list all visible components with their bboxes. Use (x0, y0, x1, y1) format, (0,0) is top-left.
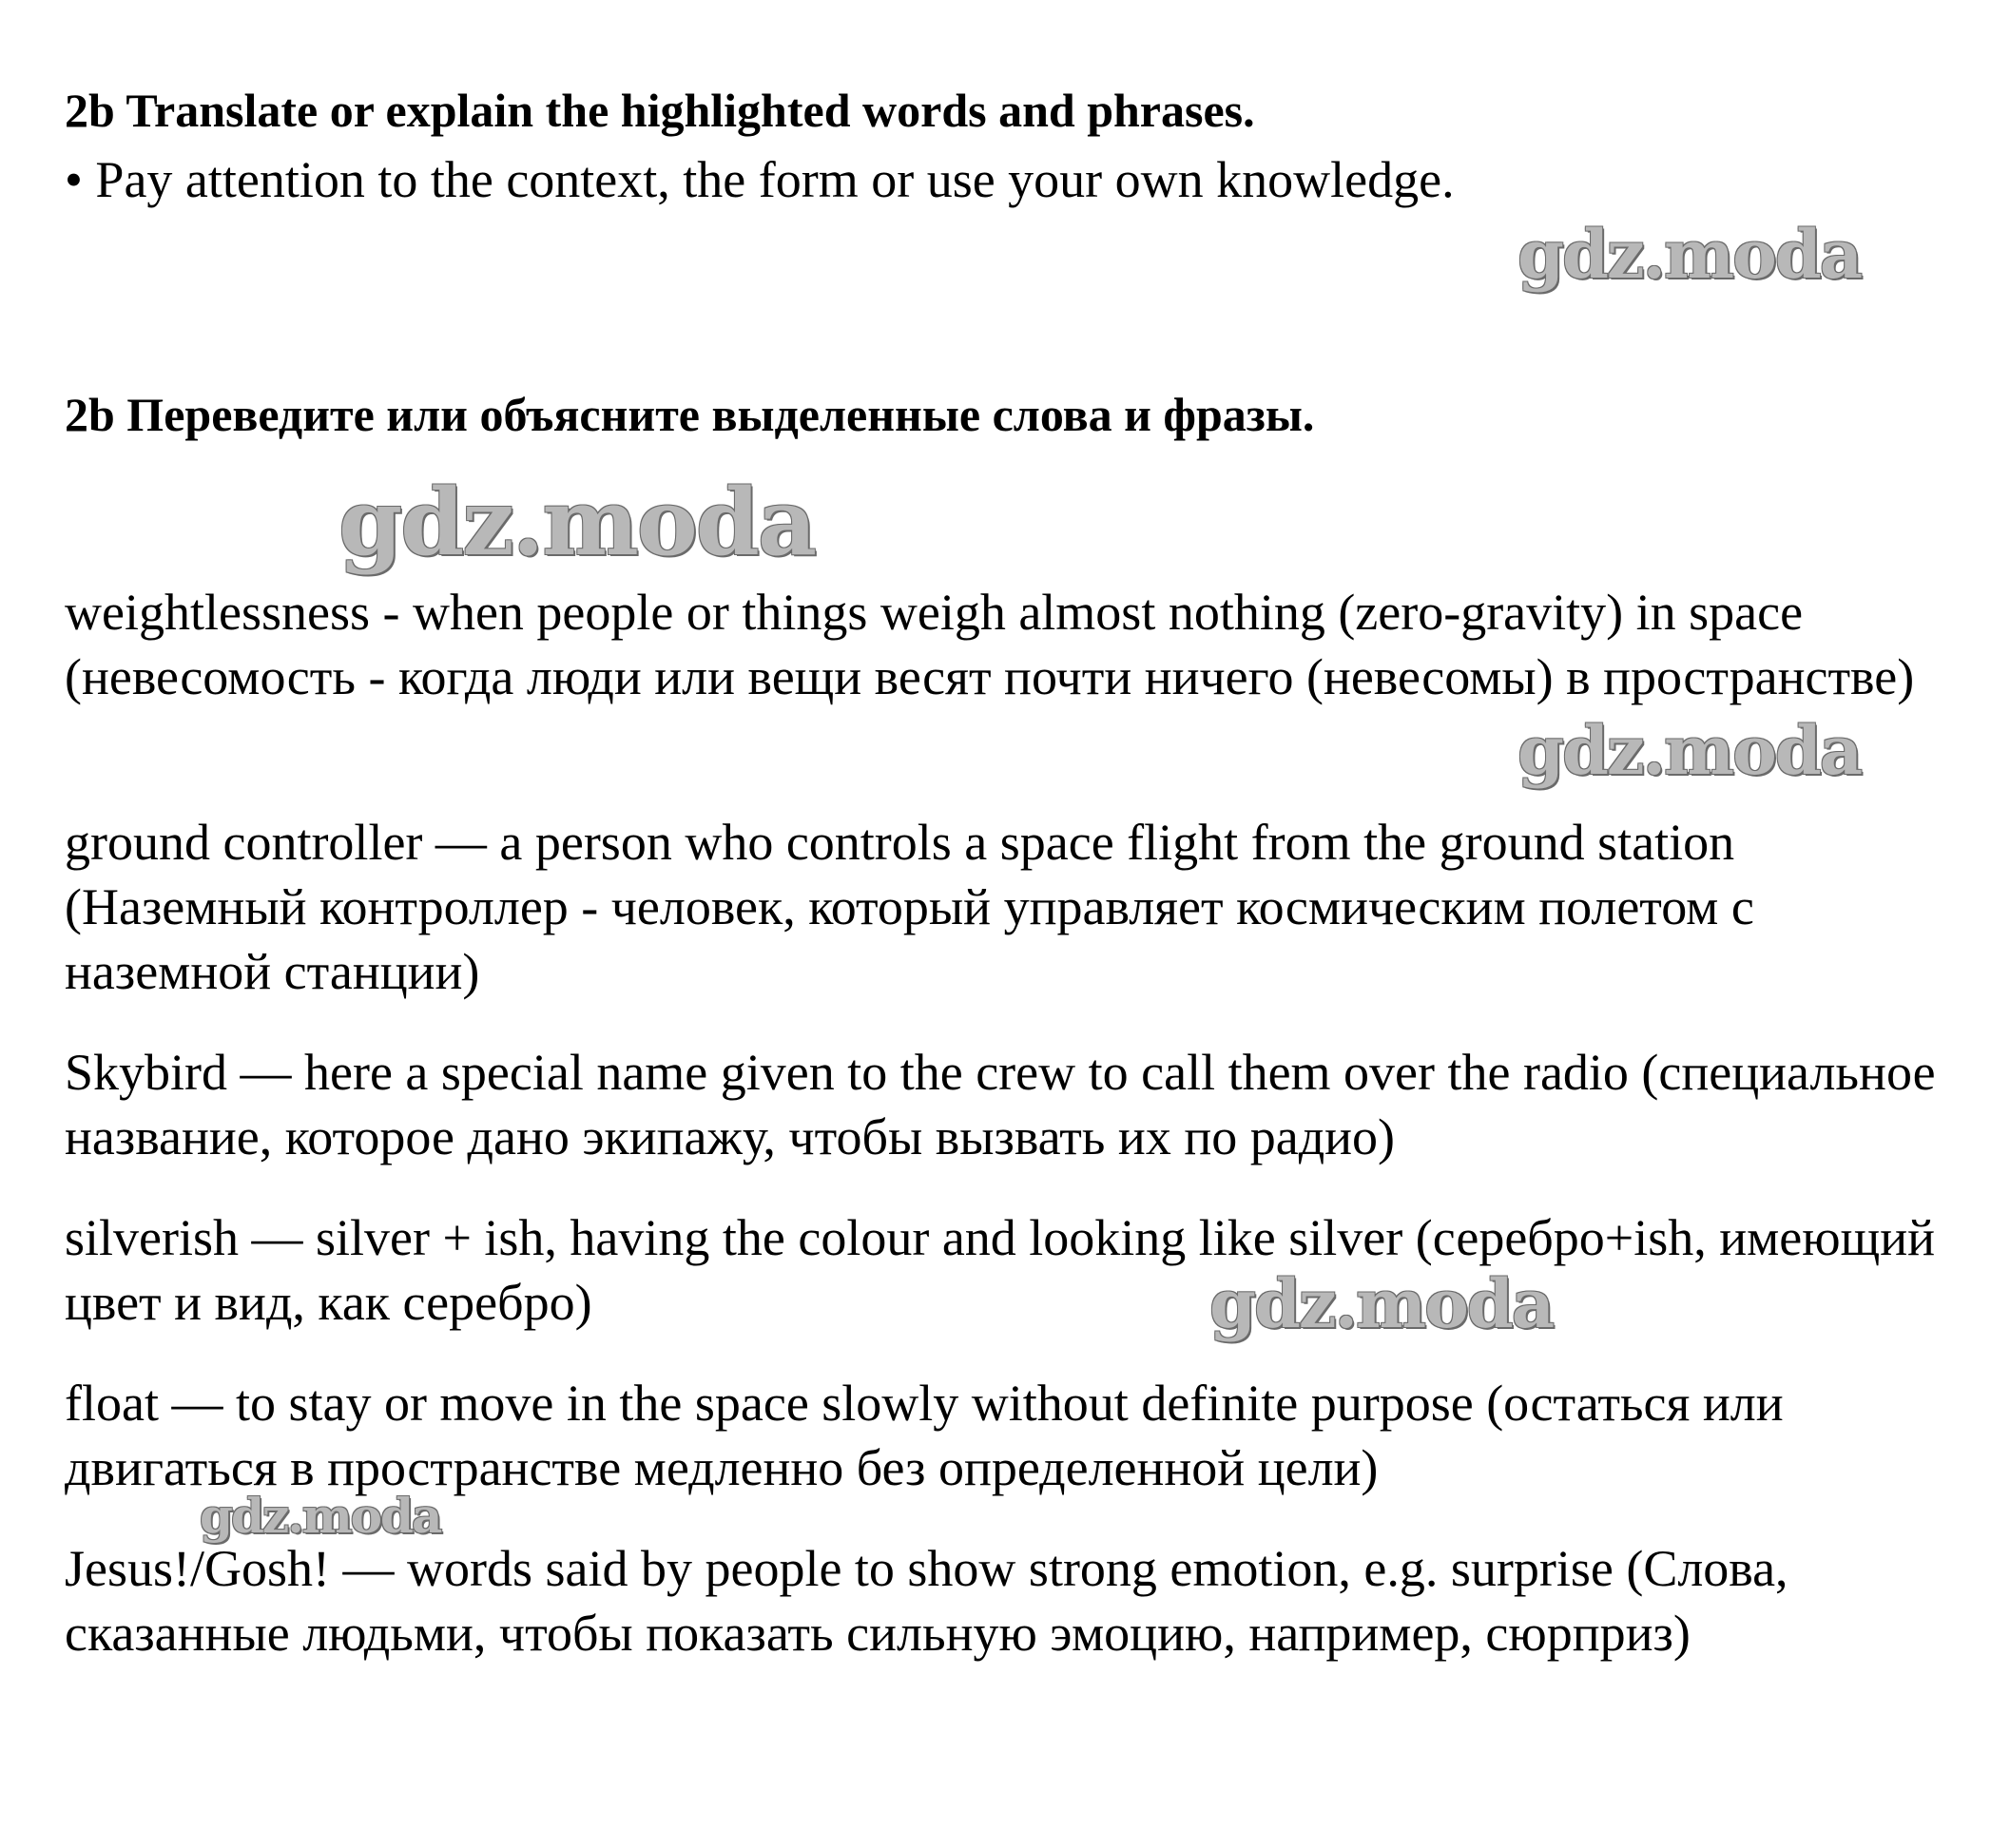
watermark-logo: gdz.moda (338, 469, 816, 576)
watermark-logo: gdz.moda (1517, 711, 1862, 790)
watermark-logo: gdz.moda (200, 1488, 441, 1544)
task-instruction: • Pay attention to the context, the form or use your own knowledge. (65, 151, 1455, 208)
task-heading-english: 2b Translate or explain the highlighted words and phrases. (65, 84, 1255, 137)
watermark-logo: gdz.moda (1209, 1264, 1554, 1343)
watermark-logo: gdz.moda (1517, 215, 1862, 294)
entry-jesus-gosh: Jesus!/Gosh! — words said by people to show strong emotion, e.g. surprise (Слова, сказанные людьми, чтобы показать сильную эмоцию, например, сюрприз) (65, 1540, 1788, 1662)
entry-weightlessness: weightlessness - when people or things weigh almost nothing (zero-gravity) in space (невесомость - когда люди или вещи весят почти ничего (невесомы) в пространстве) (65, 584, 1915, 705)
task-heading-russian: 2b Переведите или объясните выделенные слова и фразы. (65, 388, 1315, 441)
entry-silverish: silverish — silver + ish, having the colour and looking like silver (серебро+ish, имеющий цвет и вид, как серебро) (65, 1209, 1935, 1331)
entry-ground-controller: ground controller — a person who controls a space flight from the ground station (Наземный контроллер - человек, который управляет космическим полетом с наземной станции) (65, 814, 1754, 1000)
entry-float: float — to stay or move in the space slowly without definite purpose (остаться или двигаться в пространстве медленно без определенной цели) (65, 1375, 1784, 1496)
entry-skybird: Skybird — here a special name given to the crew to call them over the radio (специальное название, которое дано экипажу, чтобы вызвать их по радио) (65, 1044, 1936, 1165)
